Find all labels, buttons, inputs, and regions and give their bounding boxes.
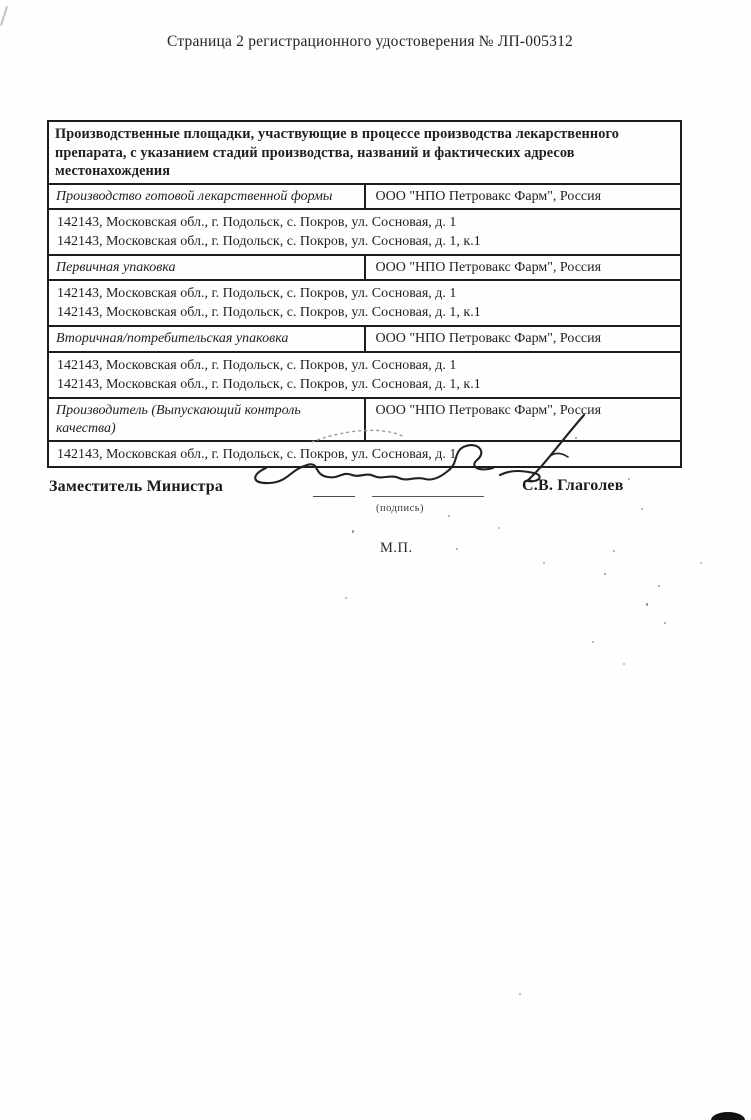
scan-artifact [0, 6, 8, 26]
signature-caption: (подпись) [375, 503, 425, 514]
stage-line: качества) [56, 420, 116, 436]
table-row [48, 255, 681, 280]
scan-speck [448, 515, 450, 517]
scan-speck [345, 597, 347, 599]
signature-line [313, 496, 355, 497]
address-line: 142143, Московская обл., г. Подольск, с. Покров, ул. Сосновая, д. 1 [57, 357, 457, 373]
address-line: 142143, Московская обл., г. Подольск, с. Покров, ул. Сосновая, д. 1, к.1 [57, 234, 481, 249]
table-header-cell [48, 121, 681, 184]
scan-speck [646, 603, 648, 606]
scan-speck [641, 508, 643, 510]
table-header-line: местонахождения [55, 163, 171, 179]
address-line: 142143, Московская обл., г. Подольск, с. Покров, ул. Сосновая, д. 1 [57, 285, 457, 301]
scan-speck [592, 641, 594, 643]
scan-speck [456, 548, 458, 550]
scan-speck [352, 530, 354, 533]
scan-speck [623, 663, 625, 665]
address-cell [48, 441, 681, 468]
address-line: 142143, Московская обл., г. Подольск, с. Покров, ул. Сосновая, д. 1, к.1 [57, 377, 481, 392]
table-row [48, 352, 681, 398]
stage-line: Производитель (Выпускающий контроль [56, 402, 301, 418]
address-line: 142143, Московская обл., г. Подольск, с. Покров, ул. Сосновая, д. 1 [57, 446, 457, 462]
scan-speck [628, 478, 630, 480]
table-header-row [48, 121, 681, 184]
stage-line: Вторичная/потребительская упаковка [56, 330, 289, 346]
scan-speck [498, 527, 500, 529]
table-row [48, 441, 681, 468]
address-cell [48, 209, 681, 255]
table-row [48, 326, 681, 352]
stage-line: Производство готовой лекарственной формы [56, 188, 333, 204]
scan-speck [575, 437, 577, 439]
signatory-name: С.В. Глаголев [522, 477, 624, 494]
scan-speck [613, 550, 615, 552]
scan-speck [664, 622, 666, 624]
stage-cell [48, 398, 365, 441]
signatory-title: Заместитель Министра [49, 478, 224, 495]
stage-cell [48, 184, 365, 209]
scan-speck [700, 562, 702, 564]
table-header-line: препарата, с указанием стадий производства, названий и фактических адресов [55, 144, 575, 161]
scan-speck [543, 562, 545, 564]
address-cell [48, 280, 681, 326]
stage-cell [48, 326, 365, 352]
scan-speck [658, 585, 660, 587]
production-sites-table [47, 120, 682, 468]
address-line: 142143, Московская обл., г. Подольск, с. Покров, ул. Сосновая, д. 1 [57, 214, 457, 230]
table-row [48, 184, 681, 209]
table-row [48, 280, 681, 326]
table-row [48, 398, 681, 441]
company-cell: ООО "НПО Петровакс Фарм", Россия [365, 255, 682, 280]
address-cell [48, 352, 681, 398]
page-title: Страница 2 регистрационного удостоверения № ЛП-005312 [167, 33, 573, 50]
scan-artifact-blob [711, 1112, 745, 1120]
scan-speck [519, 993, 521, 995]
scan-speck [604, 573, 606, 575]
stage-line: Первичная упаковка [56, 259, 176, 275]
company-cell: ООО "НПО Петровакс Фарм", Россия [365, 398, 682, 441]
address-line: 142143, Московская обл., г. Подольск, с. Покров, ул. Сосновая, д. 1, к.1 [57, 305, 481, 320]
stamp-placeholder: М.П. [380, 540, 413, 556]
table-row [48, 209, 681, 255]
company-cell: ООО "НПО Петровакс Фарм", Россия [365, 326, 682, 352]
signature-line [372, 496, 484, 497]
stage-cell [48, 255, 365, 280]
company-cell: ООО "НПО Петровакс Фарм", Россия [365, 184, 682, 209]
table-header-line: Производственные площадки, участвующие в процессе производства лекарственного [55, 126, 619, 142]
